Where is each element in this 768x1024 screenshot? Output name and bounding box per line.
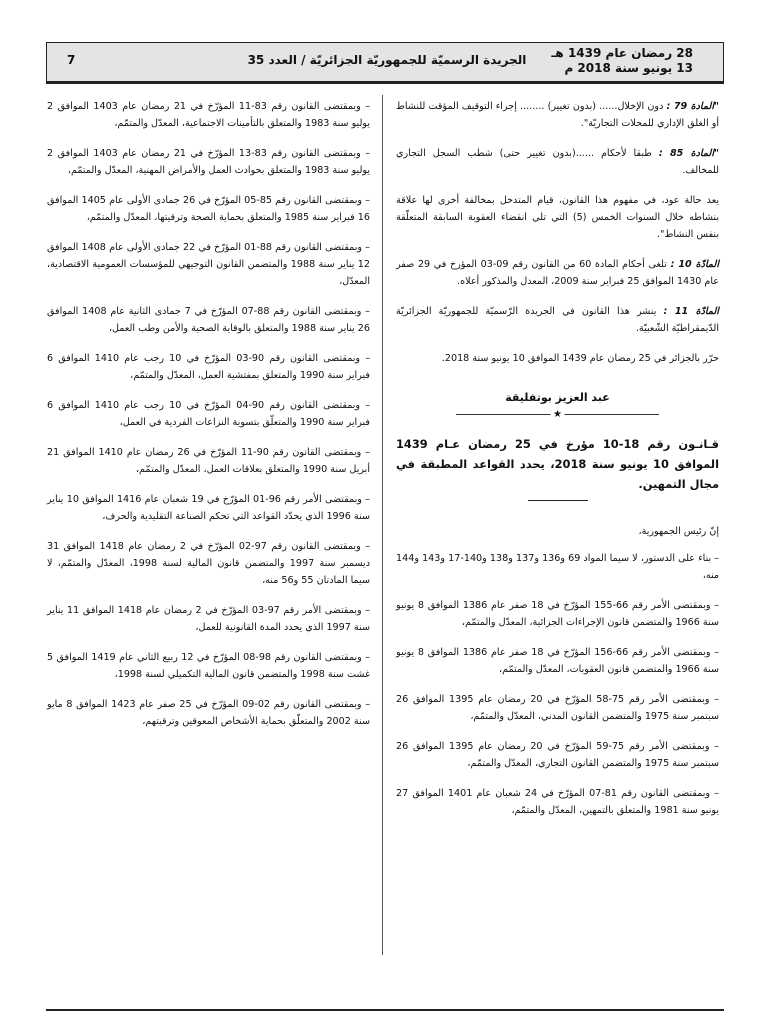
title-rule bbox=[528, 500, 588, 501]
header-title: الجريدة الرسميّة للجمهوريّة الجزائريّة / العدد 35 bbox=[247, 53, 527, 67]
right-column bbox=[396, 98, 719, 832]
signature-divider bbox=[456, 408, 659, 420]
legal-clause: – وبمقتضى القانون رقم 81-07 المؤرّخ في 24 شعبان عام 1401 الموافق 27 يونيو سنة 1981 والمتعلق بالتمهين، المعدّل والمتمّم، bbox=[396, 788, 719, 816]
article-text: حرّر بالجزائر في 25 رمضان عام 1439 الموافق 10 يونيو سنة 2018. bbox=[441, 353, 719, 364]
article-text: تلغى أحكام المادة 60 من القانون رقم 09-03 المؤرخ في 29 صفر عام 1430 الموافق 25 فبراير سنة 2009، المعدل والمذكور أعلاه. bbox=[396, 259, 719, 287]
legal-clause: – وبمقتضى القانون رقم 88-07 المؤرّخ في 7 جمادى الثانية عام 1408 الموافق 26 يناير سنة 1988 والمتعلق بالوقاية الصحية والأمن وطب العمل، bbox=[47, 306, 370, 334]
opening-line: إنّ رئيس الجمهورية، bbox=[638, 526, 719, 537]
star-icon: ★ bbox=[550, 406, 565, 423]
legal-clause: – وبمقتضى القانون رقم 90-11 المؤرّخ في 26 رمضان عام 1410 الموافق 21 أبريل سنة 1990 والمتعلق بعلاقات العمل، المعدّل والمتمّم، bbox=[47, 447, 370, 475]
article-paragraph bbox=[396, 350, 719, 367]
header-date bbox=[551, 46, 693, 76]
article-text: ينشر هذا القانون في الجريدة الرّسميّة للجمهوريّة الجزائريّة الدّيمقراطيّة الشّعبيّة. bbox=[396, 306, 719, 334]
column-divider bbox=[382, 95, 383, 955]
legal-clause: – وبمقتضى القانون رقم 90-04 المؤرّخ في 10 رجب عام 1410 الموافق 6 فبراير سنة 1990 والمتعلّق بتسوية النزاعات الفردية في العمل، bbox=[47, 400, 370, 428]
article-paragraph bbox=[396, 145, 719, 179]
article-label: "المادة 85 : bbox=[658, 148, 719, 159]
article-text: طبقا لأحكام ......(بدون تغيير حتى) شطب السجل التجاري للمخالف. bbox=[396, 148, 719, 176]
article-paragraph bbox=[396, 256, 719, 290]
article-label: المادّة 10 : bbox=[670, 259, 720, 270]
legal-clause: – وبمقتضى الأمر رقم 75-58 المؤرّخ في 20 رمضان عام 1395 الموافق 26 سبتمبر سنة 1975 والمتضمن القانون المدني، المعدّل والمتمّم، bbox=[396, 694, 719, 722]
legal-clause: – وبمقتضى القانون رقم 88-01 المؤرّخ في 22 جمادى الأولى عام 1408 الموافق 12 يناير سنة 1988 والمتضمن القانون التوجيهي للمؤسسات العمومية الاقتصادية، المعدّل، bbox=[47, 242, 370, 287]
law-title: قـانـون رقم 18-10 مؤرخ في 25 رمضان عـام 1439 الموافق 10 يونيو سنة 2018، يحدد القواعد المطبقة في مجال التمهين. bbox=[396, 437, 720, 491]
header-date-hijri: 28 رمضان عام 1439 هـ bbox=[551, 46, 693, 60]
legal-clause: – وبمقتضى القانون رقم 83-11 المؤرّخ في 21 رمضان عام 1403 الموافق 2 يوليو سنة 1983 والمتعلق بالتأمينات الاجتماعية، المعدّل والمتمّم، bbox=[47, 101, 370, 129]
footer-rule bbox=[46, 1009, 724, 1011]
article-text: دون الإخلال...... (بدون تغيير) ........ إجراء التوقيف المؤقت للنشاط أو الغلق الإداري للمحلات التجاريّة". bbox=[396, 101, 719, 129]
page-header bbox=[46, 42, 724, 82]
left-column bbox=[47, 98, 370, 743]
legal-clause: – وبمقتضى القانون رقم 85-05 المؤرّخ في 26 جمادى الأولى عام 1405 الموافق 16 فبراير سنة 1985 والمتعلق بحماية الصحة وترقيتها، المعدّل والمتمّم، bbox=[47, 195, 370, 223]
header-rule bbox=[46, 82, 724, 84]
legal-clause: – وبمقتضى الأمر رقم 96-01 المؤرّخ في 19 شعبان عام 1416 الموافق 10 يناير سنة 1996 الذي يحدّد القواعد التي تحكم الصناعة التقليدية والحرف، bbox=[47, 494, 370, 522]
article-paragraph bbox=[396, 192, 719, 243]
legal-clause: – وبمقتضى الأمر رقم 66-155 المؤرّخ في 18 صفر عام 1386 الموافق 8 يونيو سنة 1966 والمتضمن قانون الإجراءات الجزائية، المعدّل والمتمّم، bbox=[396, 600, 719, 628]
legal-clause: – وبمقتضى القانون رقم 83-13 المؤرّخ في 21 رمضان عام 1403 الموافق 2 يوليو سنة 1983 والمتعلق بحوادث العمل والأمراض المهنية، المعدّل والمتمّم، bbox=[47, 148, 370, 176]
legal-clause: – وبمقتضى القانون رقم 02-09 المؤرّخ في 25 صفر عام 1423 الموافق 8 مايو سنة 2002 والمتعلّق بحماية الأشخاص المعوقين وترقيتهم، bbox=[47, 699, 371, 727]
page-number: 7 bbox=[67, 53, 76, 67]
article-paragraph bbox=[396, 98, 719, 132]
legal-clause: – بناء على الدستور، لا سيما المواد 69 و136 و137 و138 و140-17 و143 و144 منه، bbox=[396, 553, 720, 581]
signature: عبد العزيز بوتفليقة bbox=[505, 391, 610, 404]
legal-clause: – وبمقتضى القانون رقم 98-08 المؤرّخ في 12 ربيع الثاني عام 1419 الموافق 5 غشت سنة 1998 والمتضمن قانون المالية التكميلي لسنة 1998، bbox=[47, 652, 370, 680]
article-text: يعد حالة عود، في مفهوم هذا القانون، قيام المتدخل بمخالفة أخرى لها علاقة بنشاطه خلال السنوات الخمس (5) التي تلي انقضاء العقوبة السابقة المتعلّقة بنفس النشاط". bbox=[396, 195, 719, 240]
legal-clause: – وبمقتضى الأمر رقم 97-03 المؤرّخ في 2 رمضان عام 1418 الموافق 11 يناير سنة 1997 الذي يحدد المدة القانونية للعمل، bbox=[47, 605, 370, 633]
article-paragraph bbox=[396, 303, 719, 337]
legal-clause: – وبمقتضى القانون رقم 97-02 المؤرّخ في 2 رمضان عام 1418 الموافق 31 ديسمبر سنة 1997 والمتضمن قانون المالية لسنة 1998، المعدّل والمتمّم، لا سيما المادتان 55 و56 منه، bbox=[47, 541, 370, 586]
legal-clause: – وبمقتضى الأمر رقم 75-59 المؤرّخ في 20 رمضان عام 1395 الموافق 26 سبتمبر سنة 1975 والمتضمن القانون التجاري، المعدّل والمتمّم، bbox=[396, 741, 719, 769]
article-label: "المادة 79 : bbox=[666, 101, 719, 112]
legal-clause: – وبمقتضى القانون رقم 90-03 المؤرّخ في 10 رجب عام 1410 الموافق 6 فبراير سنة 1990 والمتعلق بمفتشية العمل، المعدّل والمتمّم، bbox=[47, 353, 370, 381]
header-date-gregorian: 13 يونيو سنة 2018 م bbox=[564, 61, 693, 75]
legal-clause: – وبمقتضى الأمر رقم 66-156 المؤرّخ في 18 صفر عام 1386 الموافق 8 يونيو سنة 1966 والمتضمن قانون العقوبات، المعدّل والمتمّم، bbox=[396, 647, 719, 675]
article-label: المادّة 11 : bbox=[663, 306, 719, 317]
